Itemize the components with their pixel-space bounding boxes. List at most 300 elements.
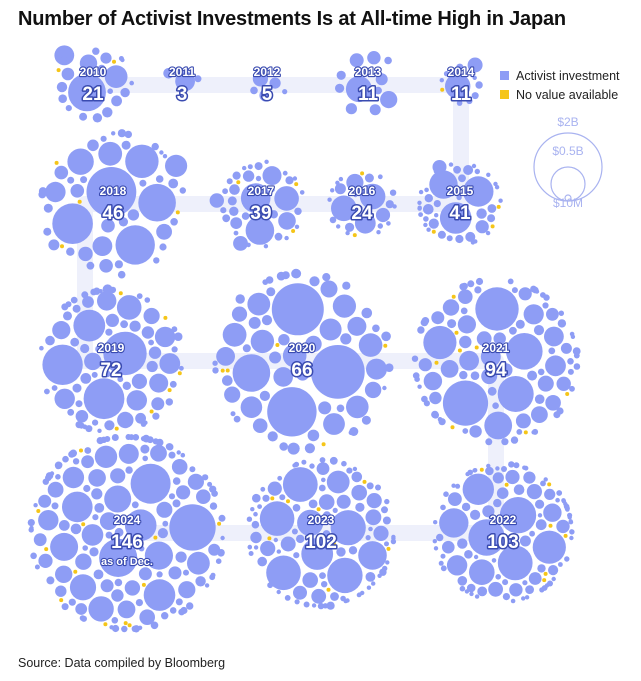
investment-bubble — [104, 436, 110, 442]
investment-bubble — [30, 553, 37, 560]
investment-bubble — [440, 78, 444, 82]
investment-bubble — [168, 179, 178, 189]
investment-bubble — [268, 482, 282, 496]
investment-bubble — [57, 82, 67, 92]
investment-bubble — [66, 105, 72, 111]
investment-bubble — [384, 541, 389, 546]
investment-bubble — [458, 174, 466, 182]
investment-bubble — [284, 236, 288, 240]
investment-bubble — [104, 486, 131, 513]
no-value-bubble — [491, 224, 495, 228]
investment-bubble — [476, 208, 486, 218]
investment-bubble — [176, 598, 183, 605]
investment-bubble — [242, 166, 246, 170]
investment-bubble — [52, 203, 93, 244]
investment-bubble — [463, 165, 473, 175]
investment-bubble — [333, 295, 356, 318]
investment-bubble — [384, 57, 392, 65]
investment-bubble — [569, 536, 573, 540]
investment-bubble — [220, 207, 226, 213]
investment-bubble — [38, 495, 51, 508]
investment-bubble — [257, 557, 267, 567]
investment-bubble — [426, 228, 430, 232]
investment-bubble — [120, 58, 124, 62]
investment-bubble — [180, 187, 186, 193]
investment-bubble — [293, 504, 301, 512]
investment-bubble — [529, 572, 542, 585]
investment-bubble — [152, 413, 159, 420]
investment-bubble — [336, 224, 340, 228]
investment-bubble — [67, 409, 74, 416]
investment-bubble — [142, 326, 154, 338]
investment-bubble — [94, 503, 104, 513]
year-label-2017: 2017 — [247, 184, 275, 198]
investment-bubble — [384, 499, 389, 504]
investment-bubble — [295, 225, 299, 229]
year-label-2020: 2020 — [288, 341, 316, 355]
investment-bubble — [418, 212, 423, 217]
investment-bubble — [535, 500, 544, 509]
no-value-bubble — [150, 410, 154, 414]
year-label-2019: 2019 — [97, 341, 125, 355]
investment-bubble — [439, 561, 444, 566]
investment-bubble — [250, 532, 261, 543]
investment-bubble — [281, 537, 296, 552]
no-value-bubble — [270, 496, 274, 500]
year-label-2012: 2012 — [253, 65, 281, 79]
investment-bubble — [138, 626, 142, 630]
investment-bubble — [35, 565, 40, 570]
investment-bubble — [548, 348, 555, 355]
no-value-bubble — [176, 210, 180, 214]
investment-bubble — [365, 382, 381, 398]
count-label-2014: 11 — [450, 84, 472, 105]
investment-bubble — [358, 541, 387, 570]
investment-bubble — [277, 590, 281, 594]
investment-bubble — [290, 443, 300, 453]
scale-label-05b: $0.5B — [552, 144, 584, 158]
investment-bubble — [508, 279, 514, 285]
investment-bubble — [538, 376, 554, 392]
investment-bubble — [92, 514, 98, 520]
investment-bubble — [275, 233, 283, 241]
investment-bubble — [263, 166, 282, 185]
investment-bubble — [283, 467, 318, 502]
investment-bubble — [417, 385, 421, 389]
no-value-bubble — [142, 583, 146, 587]
investment-bubble — [274, 538, 278, 542]
investment-bubble — [567, 358, 574, 365]
no-value-bubble — [79, 449, 83, 453]
investment-bubble — [319, 485, 326, 492]
investment-bubble — [321, 478, 326, 483]
no-value-bubble — [128, 623, 132, 627]
investment-bubble — [442, 541, 455, 554]
investment-bubble — [382, 386, 386, 390]
investment-bubble — [461, 308, 468, 315]
year-label-2015: 2015 — [446, 184, 474, 198]
investment-bubble — [274, 186, 299, 211]
investment-bubble — [187, 552, 210, 575]
investment-bubble — [71, 524, 82, 535]
investment-bubble — [291, 272, 296, 277]
investment-bubble — [179, 366, 184, 371]
investment-bubble — [330, 457, 337, 464]
investment-bubble — [104, 420, 114, 430]
investment-bubble — [147, 361, 158, 372]
investment-bubble — [255, 162, 263, 170]
investment-bubble — [262, 279, 268, 285]
no-value-bubble — [55, 161, 59, 165]
investment-bubble — [370, 104, 381, 115]
investment-bubble — [438, 417, 443, 422]
investment-bubble — [319, 494, 335, 510]
investment-bubble — [115, 260, 123, 268]
investment-bubble — [249, 551, 254, 556]
investment-bubble — [548, 565, 558, 575]
investment-bubble — [219, 515, 226, 522]
investment-bubble — [125, 131, 132, 138]
investment-bubble — [486, 231, 490, 235]
investment-bubble — [173, 499, 181, 507]
investment-bubble — [195, 576, 205, 586]
investment-bubble — [210, 193, 224, 207]
investment-bubble — [434, 213, 438, 217]
investment-bubble — [545, 583, 549, 587]
investment-bubble — [159, 150, 163, 154]
investment-bubble — [295, 599, 300, 604]
investment-bubble — [376, 208, 390, 222]
no-value-bubble — [475, 346, 479, 350]
investment-bubble — [527, 371, 537, 381]
investment-bubble — [109, 625, 113, 629]
investment-bubble — [170, 607, 177, 614]
investment-bubble — [439, 508, 468, 537]
no-value-bubble — [153, 536, 157, 540]
investment-bubble — [472, 92, 479, 99]
investment-bubble — [459, 371, 467, 379]
investment-bubble — [152, 143, 159, 150]
investment-bubble — [68, 451, 75, 458]
investment-bubble — [540, 292, 546, 298]
investment-bubble — [524, 304, 544, 324]
investment-bubble — [322, 273, 330, 281]
investment-bubble — [488, 204, 497, 213]
investment-bubble — [330, 592, 339, 601]
investment-bubble — [117, 412, 133, 428]
investment-bubble — [73, 458, 79, 464]
investment-bubble — [111, 131, 115, 135]
investment-bubble — [346, 468, 352, 474]
investment-bubble — [66, 301, 72, 307]
investment-bubble — [132, 626, 138, 632]
investment-bubble — [100, 53, 111, 64]
no-value-bubble — [119, 291, 123, 295]
investment-bubble — [432, 412, 439, 419]
investment-bubble — [80, 615, 86, 621]
investment-bubble — [250, 507, 254, 511]
investment-bubble — [70, 338, 79, 347]
count-label-2012: 5 — [261, 84, 273, 105]
investment-bubble — [58, 462, 62, 466]
investment-bubble — [131, 464, 171, 504]
investment-bubble — [267, 582, 273, 588]
investment-bubble — [381, 506, 388, 513]
investment-bubble — [305, 443, 315, 453]
investment-bubble — [486, 173, 490, 177]
investment-bubble — [90, 289, 97, 296]
investment-bubble — [569, 386, 575, 392]
year-label-2014: 2014 — [447, 65, 475, 79]
count-label-2016: 24 — [351, 203, 373, 224]
investment-bubble — [73, 310, 105, 342]
investment-bubble — [477, 587, 487, 597]
investment-bubble — [495, 185, 499, 189]
investment-bubble — [63, 467, 84, 488]
investment-bubble — [424, 400, 430, 406]
investment-bubble — [76, 410, 89, 423]
investment-bubble — [67, 149, 93, 175]
investment-bubble — [139, 180, 146, 187]
investment-bubble — [218, 550, 225, 557]
investment-bubble — [461, 283, 468, 290]
no-value-bubble — [163, 316, 167, 320]
investment-bubble — [145, 297, 151, 303]
investment-bubble — [232, 307, 247, 322]
investment-bubble — [323, 603, 328, 608]
investment-bubble — [367, 482, 374, 489]
investment-bubble — [149, 374, 168, 393]
investment-bubble — [177, 450, 181, 454]
investment-bubble — [377, 574, 381, 578]
investment-bubble — [283, 171, 288, 176]
investment-bubble — [346, 396, 369, 419]
investment-bubble — [375, 485, 381, 491]
count-label-2019: 72 — [100, 360, 122, 381]
investment-bubble — [459, 336, 471, 348]
investment-bubble — [71, 184, 85, 198]
investment-bubble — [273, 367, 293, 387]
no-value-bubble — [73, 570, 77, 574]
investment-bubble — [251, 330, 274, 353]
investment-bubble — [561, 343, 572, 354]
investment-bubble — [169, 452, 176, 459]
investment-bubble — [55, 474, 61, 480]
investment-bubble — [188, 474, 204, 490]
investment-bubble — [181, 453, 186, 458]
investment-bubble — [476, 278, 483, 285]
investment-bubble — [545, 355, 566, 376]
investment-bubble — [158, 528, 168, 538]
investment-bubble — [170, 218, 178, 226]
investment-bubble — [366, 509, 382, 525]
investment-bubble — [119, 444, 139, 464]
investment-bubble — [98, 142, 122, 166]
investment-bubble — [54, 45, 74, 65]
investment-bubble — [125, 466, 132, 473]
investment-bubble — [339, 177, 343, 181]
investment-bubble — [474, 286, 481, 293]
investment-bubble — [233, 172, 241, 180]
no-value-bubble — [221, 369, 225, 373]
investment-bubble — [62, 603, 69, 610]
investment-bubble — [447, 319, 456, 328]
investment-bubble — [95, 446, 117, 468]
investment-bubble — [419, 190, 423, 194]
investment-bubble — [419, 358, 432, 371]
investment-bubble — [46, 576, 54, 584]
investment-bubble — [423, 326, 456, 359]
investment-bubble — [172, 459, 188, 475]
investment-bubble — [469, 559, 495, 585]
investment-bubble — [151, 622, 159, 630]
investment-bubble — [73, 305, 81, 313]
investment-bubble — [511, 599, 516, 604]
investment-bubble — [434, 200, 441, 207]
investment-bubble — [252, 494, 261, 503]
investment-bubble — [220, 536, 224, 540]
count-label-2015: 41 — [449, 203, 471, 224]
investment-bubble — [447, 555, 467, 575]
investment-bubble — [42, 345, 82, 385]
investment-bubble — [66, 248, 74, 256]
count-label-2018: 46 — [102, 203, 124, 224]
investment-bubble — [311, 589, 326, 604]
investment-bubble — [75, 554, 91, 570]
no-value-bubble — [59, 598, 63, 602]
count-label-2020: 66 — [291, 360, 313, 381]
investment-bubble — [277, 549, 281, 553]
year-label-2018: 2018 — [99, 184, 127, 198]
investment-bubble — [443, 381, 488, 426]
investment-bubble — [172, 326, 178, 332]
investment-bubble — [140, 445, 149, 454]
investment-bubble — [533, 531, 566, 564]
investment-bubble — [317, 462, 330, 475]
investment-bubble — [97, 429, 101, 433]
investment-bubble — [112, 617, 119, 624]
investment-bubble — [470, 510, 480, 520]
investment-bubble — [525, 585, 534, 594]
investment-bubble — [285, 176, 293, 184]
investment-bubble — [210, 502, 217, 509]
investment-bubble — [431, 311, 444, 324]
investment-bubble — [469, 592, 473, 596]
investment-bubble — [80, 176, 87, 183]
investment-bubble — [156, 224, 172, 240]
investment-bubble — [129, 81, 134, 86]
investment-bubble — [378, 174, 383, 179]
investment-bubble — [294, 208, 301, 215]
investment-bubble — [105, 65, 128, 88]
investment-bubble — [293, 176, 297, 180]
no-value-bubble — [267, 536, 271, 540]
investment-bubble — [71, 297, 78, 304]
investment-bubble — [88, 596, 113, 621]
investment-bubble — [111, 589, 123, 601]
investment-bubble — [498, 199, 502, 203]
investment-bubble — [538, 369, 545, 376]
investment-bubble — [93, 236, 113, 256]
investment-bubble — [467, 280, 474, 287]
investment-bubble — [62, 456, 69, 463]
investment-bubble — [39, 346, 44, 351]
count-label-2021: 94 — [485, 360, 507, 381]
investment-bubble — [50, 533, 78, 561]
investment-bubble — [503, 593, 510, 600]
investment-bubble — [101, 579, 114, 592]
investment-bubble — [43, 479, 49, 485]
investment-bubble — [148, 340, 154, 346]
investment-bubble — [371, 581, 375, 585]
investment-bubble — [366, 359, 387, 380]
investment-bubble — [52, 321, 70, 339]
investment-bubble — [222, 214, 230, 222]
investment-bubble — [38, 510, 58, 530]
investment-bubble — [508, 463, 512, 467]
investment-bubble — [414, 376, 420, 382]
investment-bubble — [128, 434, 134, 440]
legend-item-activist — [500, 66, 620, 85]
investment-bubble — [323, 413, 345, 435]
investment-bubble — [260, 487, 265, 492]
investment-bubble — [543, 504, 561, 522]
legend-swatch-activist — [500, 71, 509, 80]
investment-bubble — [178, 581, 195, 598]
investment-bubble — [368, 527, 373, 532]
investment-bubble — [128, 209, 139, 220]
investment-bubble — [558, 562, 563, 567]
investment-bubble — [417, 326, 424, 333]
investment-bubble — [195, 75, 202, 82]
investment-bubble — [107, 88, 113, 94]
investment-bubble — [562, 499, 566, 503]
investment-bubble — [196, 489, 211, 504]
investment-bubble — [372, 325, 380, 333]
investment-bubble — [83, 485, 90, 492]
investment-bubble — [116, 225, 155, 264]
scale-label-10m: $10M — [552, 196, 584, 210]
investment-bubble — [309, 463, 314, 468]
investment-bubble — [418, 206, 422, 210]
investment-bubble — [257, 504, 262, 509]
investment-bubble — [91, 488, 102, 499]
investment-bubble — [429, 392, 441, 404]
year-label-2016: 2016 — [348, 184, 376, 198]
investment-bubble — [495, 574, 501, 580]
investment-bubble — [45, 182, 65, 202]
investment-bubble — [256, 176, 261, 181]
investment-bubble — [516, 320, 525, 329]
investment-bubble — [362, 417, 369, 424]
investment-bubble — [525, 595, 529, 599]
investment-bubble — [380, 91, 397, 108]
investment-bubble — [106, 314, 119, 327]
investment-bubble — [236, 294, 245, 303]
no-value-bubble — [291, 229, 295, 233]
investment-bubble — [453, 166, 461, 174]
investment-bubble — [264, 244, 268, 248]
investment-bubble — [429, 219, 439, 229]
investment-bubble — [83, 425, 88, 430]
investment-bubble — [55, 566, 72, 583]
investment-bubble — [293, 552, 299, 558]
no-value-bubble — [178, 371, 182, 375]
year-label-2023: 2023 — [307, 513, 335, 527]
investment-bubble — [423, 223, 427, 227]
investment-bubble — [353, 467, 357, 471]
investment-bubble — [564, 556, 569, 561]
